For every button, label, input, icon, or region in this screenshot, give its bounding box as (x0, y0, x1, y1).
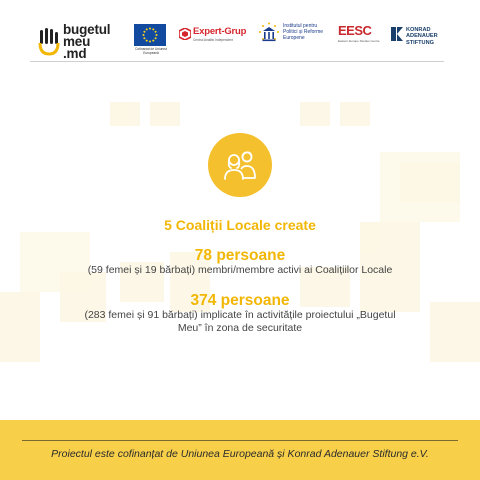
eesc-name: EESC (338, 23, 372, 38)
footer (0, 420, 480, 480)
expert-grup-name: Expert-Grup (193, 26, 247, 37)
footer-divider (22, 440, 458, 441)
eu-flag-icon[interactable] (134, 24, 166, 46)
kas-line2: ADENAUER (406, 33, 438, 40)
eesc-logo[interactable] (338, 24, 378, 50)
expert-grup-logo[interactable] (179, 26, 249, 54)
people-icon-circle (208, 133, 272, 197)
stat-members-description: (59 femei și 19 bărbați) membri/membre activi ai Coalițiilor Locale (87, 264, 393, 276)
bugetul-meu-line1: bugetul (63, 22, 111, 37)
ipre-logo[interactable] (258, 20, 324, 52)
expert-grup-mark-icon (179, 28, 191, 40)
ipre-name: Institutul pentru Politici și Reforme Europene (283, 23, 324, 41)
ipre-building-icon (258, 22, 280, 46)
hand-icon (38, 28, 60, 56)
bugetul-meu-logo[interactable] (38, 22, 124, 66)
kas-name (406, 27, 438, 46)
eesc-subtitle: Eastern Europe Studies Centre (338, 39, 380, 43)
kas-line3: STIFTUNG (406, 39, 434, 46)
coalitions-title: 5 Coaliții Locale create (164, 217, 316, 233)
people-icon (222, 147, 258, 183)
bugetul-meu-wordmark (63, 24, 110, 60)
funding-disclaimer: Proiectul este cofinanțat de Uniunea Europeană și Konrad Adenauer Stiftung e.V. (51, 448, 429, 460)
kas-mark-icon (391, 27, 403, 41)
kas-logo[interactable] (391, 26, 451, 46)
bugetul-meu-line3: .md (63, 46, 87, 61)
stat-members-value: 78 persoane (194, 247, 286, 264)
stat-participants-value: 374 persoane (190, 292, 290, 309)
header-divider (30, 61, 444, 62)
stat-participants-description: (283 femei și 91 bărbați) implicate în activitățile proiectului „Bugetul Meu” în zona de securitate (84, 309, 396, 334)
expert-grup-subtitle: Centrul Analitic Independent (193, 38, 233, 42)
eu-caption: Cofinanțat de Uniunea Europeană (135, 47, 167, 55)
bugetul-meu-line2: meu (63, 34, 91, 49)
logo-bar (0, 0, 480, 62)
kas-line1: KONRAD (406, 27, 431, 33)
background-decoration (0, 62, 480, 420)
